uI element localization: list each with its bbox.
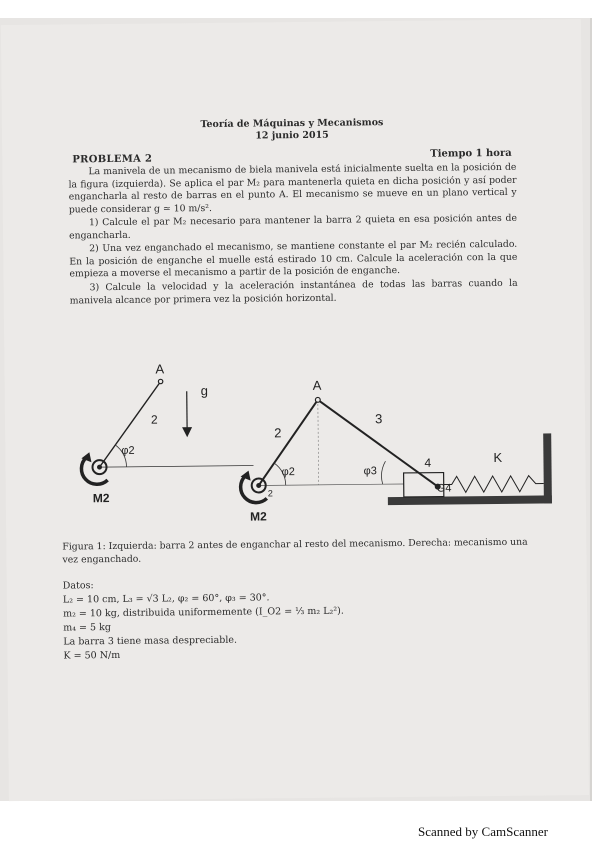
torque-label-right: M2 xyxy=(249,509,267,524)
point-a-joint-left xyxy=(158,379,162,383)
spring xyxy=(444,475,544,492)
figure-caption: Figura 1: Izquierda: barra 2 antes de enganchar al resto del mecanismo. Derecha: mecanismo una vez enganchado. xyxy=(62,536,528,566)
right-diagram xyxy=(240,375,553,523)
left-diagram xyxy=(80,361,254,506)
pivot-label-right: 2 xyxy=(267,488,273,499)
data-line: m₄ = 5 kg xyxy=(63,622,111,634)
problem-statement: La manivela de un mecanismo de biela manivela está inicialmente suelta en la posición de la figura (izquierda). Se aplica el par M₂ para mantenerla quieta en dicha posición y así poder engancharla al resto de barras en el punto A. El mecanismo se mueve en un plano vertical y puede considerar g ≃ 10 m/s². xyxy=(68,161,517,215)
angle-phi3-label: φ3 xyxy=(363,465,377,478)
data-line: K = 50 N/m xyxy=(63,649,121,662)
torque-label-left: M2 xyxy=(92,491,110,506)
angle-phi3-arc xyxy=(381,461,385,484)
point-a-label-right: A xyxy=(312,377,322,393)
data-line: L₂ = 10 cm, L₃ = √3 L₂, φ₂ = 60°, φ₃ = 30°. xyxy=(62,592,270,606)
scanner-watermark: Scanned by CamScanner xyxy=(418,824,548,839)
data-section xyxy=(63,577,345,664)
vertical-dashed-line xyxy=(318,400,319,485)
time-limit: Tiempo 1 hora xyxy=(430,147,512,160)
point-a-label-left: A xyxy=(155,361,165,377)
exam-date: 12 junio 2015 xyxy=(255,129,329,142)
mechanism-figure xyxy=(1,19,587,565)
bar-3-label: 3 xyxy=(374,411,383,427)
question-3: 3) Calcule la velocidad y la aceleración instantánea de todas las barras cuando la manivela alcance por primera vez la posición horizontal. xyxy=(69,277,518,306)
bar-2-label-right: 2 xyxy=(274,425,282,441)
question-2: 2) Una vez enganchado el mecanismo, se mantiene constante el par M₂ recién calculado. En la posición de enganche el muelle está estirado 10 cm. Calcule la aceleración con la que empieza a moverse el mecanismo a partir de la posición de enganche. xyxy=(69,238,518,280)
angle-label-left: φ2 xyxy=(121,444,135,457)
point-a-joint-right xyxy=(315,397,320,402)
gravity-label: g xyxy=(200,383,209,399)
question-1: 1) Calcule el par M₂ necesario para mantener la barra 2 quieta en esa posición antes de engancharla. xyxy=(69,212,517,241)
data-line: La barra 3 tiene masa despreciable. xyxy=(63,634,238,648)
bar-4-label: 4 xyxy=(424,455,432,470)
spring-k-label: K xyxy=(493,449,503,466)
bar-2-label-left: 2 xyxy=(150,412,158,427)
exam-sheet xyxy=(1,19,589,801)
angle-phi2-label: φ2 xyxy=(281,466,295,479)
horizontal-reference-line xyxy=(100,466,254,468)
data-line: m₂ = 10 kg, distribuida uniformemente (I_O2 = ⅓ m₂ L₂²). xyxy=(62,605,344,620)
data-heading: Datos: xyxy=(62,580,94,592)
course-title: Teoría de Máquinas y Mecanismos xyxy=(200,117,384,131)
horizontal-reference-right xyxy=(259,484,404,486)
problem-title: PROBLEMA 2 xyxy=(72,153,153,166)
right-wall xyxy=(543,433,552,503)
g4-label: G4 xyxy=(436,482,452,495)
gravity-arrow-head xyxy=(182,427,192,437)
